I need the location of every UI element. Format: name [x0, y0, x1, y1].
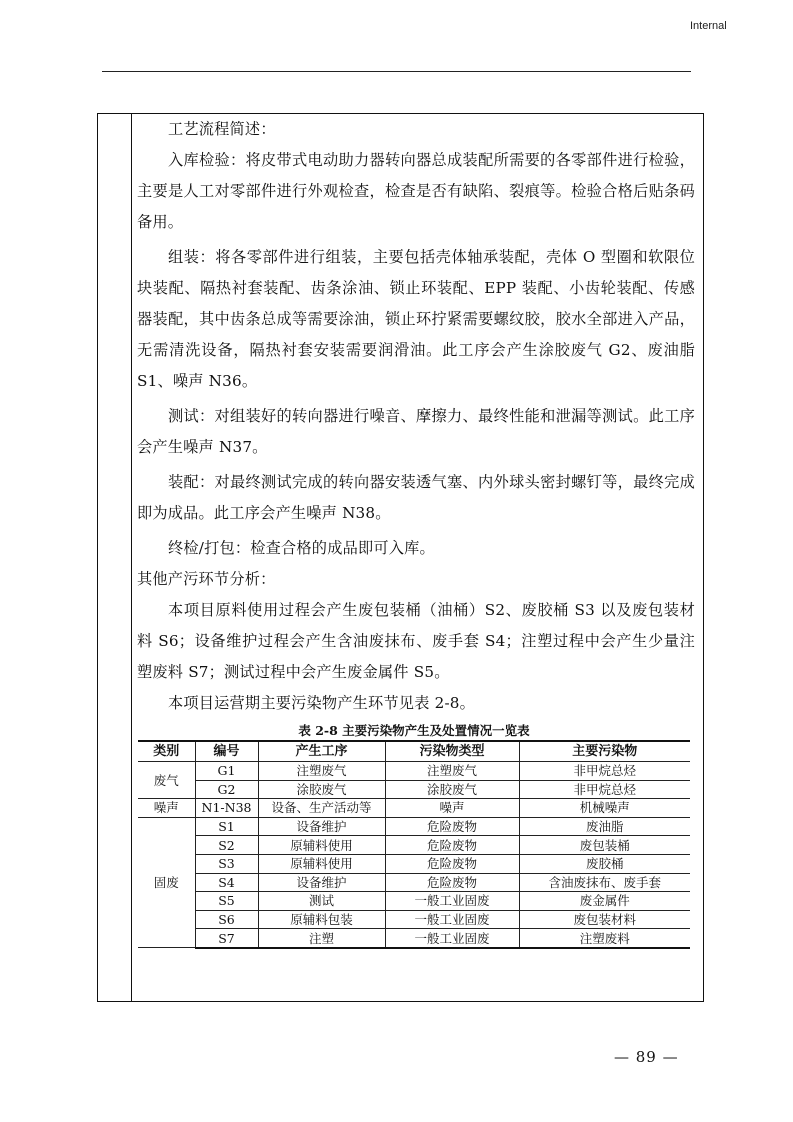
cell-process: 涂胶废气 [258, 780, 385, 799]
cell-pollutant: 含油废抹布、废手套 [519, 873, 690, 892]
cell-process: 原辅料包装 [258, 910, 385, 929]
cell-pollutant: 废胶桶 [519, 854, 690, 873]
cell-type: 噪声 [385, 799, 519, 818]
cell-code: S4 [195, 873, 258, 892]
paragraph-other-pollution: 本项目原料使用过程会产生废包装桶（油桶）S2、废胶桶 S3 以及废包装材料 S6；设备维护过程会产生含油废抹布、废手套 S4；注塑过程中会产生少量注塑废料 S7；测试过程中会产生废金属件 S5。 [137, 601, 695, 681]
cell-type: 一般工业固废 [385, 929, 519, 948]
table-row [138, 817, 690, 836]
cell-code: G1 [195, 762, 258, 781]
paragraph-process-title: 工艺流程简述： [168, 120, 276, 138]
cell-type: 危险废物 [385, 854, 519, 873]
cell-type: 危险废物 [385, 836, 519, 855]
table-row [138, 836, 690, 855]
category-cell-gas: 废气 [138, 762, 195, 799]
category-cell-solid: 固废 [138, 817, 195, 948]
paragraph-assembly: 组装：将各零部件进行组装，主要包括壳体轴承装配，壳体 O 型圈和软限位块装配、隔热衬套装配、齿条涂油、锁止环装配、EPP 装配、小齿轮装配、传感器装配，其中齿条总成等需要涂油，锁止环拧紧需要螺纹胶，胶水全部进入产品，无需清洗设备，隔热衬套安装需要润滑油。此工序会产生涂胶废气 G2、废油脂 S1、噪声 N36。 [137, 248, 695, 390]
cell-code: S7 [195, 929, 258, 948]
cell-code: S2 [195, 836, 258, 855]
paragraph-testing: 测试：对组装好的转向器进行噪音、摩擦力、最终性能和泄漏等测试。此工序会产生噪声 N37。 [137, 407, 695, 456]
col-header-main-pollutant: 主要污染物 [519, 741, 690, 762]
col-header-pollutant-type: 污染物类型 [385, 741, 519, 762]
cell-type: 一般工业固废 [385, 892, 519, 911]
col-header-code: 编号 [195, 741, 258, 762]
cell-process: 注塑 [258, 929, 385, 948]
cell-pollutant: 注塑废料 [519, 929, 690, 948]
cell-type: 危险废物 [385, 873, 519, 892]
paragraph-final-check: 终检/打包：检查合格的成品即可入库。 [168, 539, 435, 557]
frame-divider [131, 114, 132, 1001]
col-header-process: 产生工序 [258, 741, 385, 762]
cell-type: 危险废物 [385, 817, 519, 836]
paragraph-table-ref: 本项目运营期主要污染物产生环节见表 2-8。 [168, 694, 476, 712]
paragraph-other-pollution-title: 其他产污环节分析： [137, 570, 276, 588]
cell-code: N1-N38 [195, 799, 258, 818]
table-row [138, 910, 690, 929]
paragraph-inspection: 入库检验：将皮带式电动助力器转向器总成装配所需要的各零部件进行检验，主要是人工对零部件进行外观检查，检查是否有缺陷、裂痕等。检验合格后贴条码备用。 [137, 151, 695, 231]
table-row [138, 873, 690, 892]
cell-code: S1 [195, 817, 258, 836]
table-caption: 表 2-8 主要污染物产生及处置情况一览表 [298, 723, 530, 738]
cell-pollutant: 废油脂 [519, 817, 690, 836]
cell-code: S3 [195, 854, 258, 873]
body-text [137, 114, 695, 719]
cell-process: 设备维护 [258, 817, 385, 836]
category-cell-noise: 噪声 [138, 799, 195, 818]
table-row [138, 762, 690, 781]
table-row [138, 854, 690, 873]
cell-process: 设备、生产活动等 [258, 799, 385, 818]
cell-process: 原辅料使用 [258, 836, 385, 855]
cell-pollutant: 废包装材料 [519, 910, 690, 929]
cell-code: S6 [195, 910, 258, 929]
cell-pollutant: 非甲烷总烃 [519, 762, 690, 781]
cell-code: S5 [195, 892, 258, 911]
cell-type: 注塑废气 [385, 762, 519, 781]
cell-process: 原辅料使用 [258, 854, 385, 873]
table-row [138, 799, 690, 818]
col-header-category: 类别 [138, 741, 195, 762]
paragraph-fitting: 装配：对最终测试完成的转向器安装透气塞、内外球头密封螺钉等，最终完成即为成品。此工序会产生噪声 N38。 [137, 473, 695, 522]
cell-type: 一般工业固废 [385, 910, 519, 929]
pollutant-table [138, 740, 690, 949]
cell-process: 设备维护 [258, 873, 385, 892]
cell-process: 测试 [258, 892, 385, 911]
cell-pollutant: 非甲烷总烃 [519, 780, 690, 799]
cell-type: 涂胶废气 [385, 780, 519, 799]
cell-pollutant: 废金属件 [519, 892, 690, 911]
header-label: Internal [690, 20, 727, 32]
page-number: — 89 — [614, 1048, 679, 1066]
table-row [138, 892, 690, 911]
cell-code: G2 [195, 780, 258, 799]
cell-pollutant: 废包装桶 [519, 836, 690, 855]
cell-pollutant: 机械噪声 [519, 799, 690, 818]
table-row [138, 929, 690, 948]
header-rule [102, 71, 691, 72]
table-header-row [138, 741, 690, 762]
cell-process: 注塑废气 [258, 762, 385, 781]
table-row [138, 780, 690, 799]
